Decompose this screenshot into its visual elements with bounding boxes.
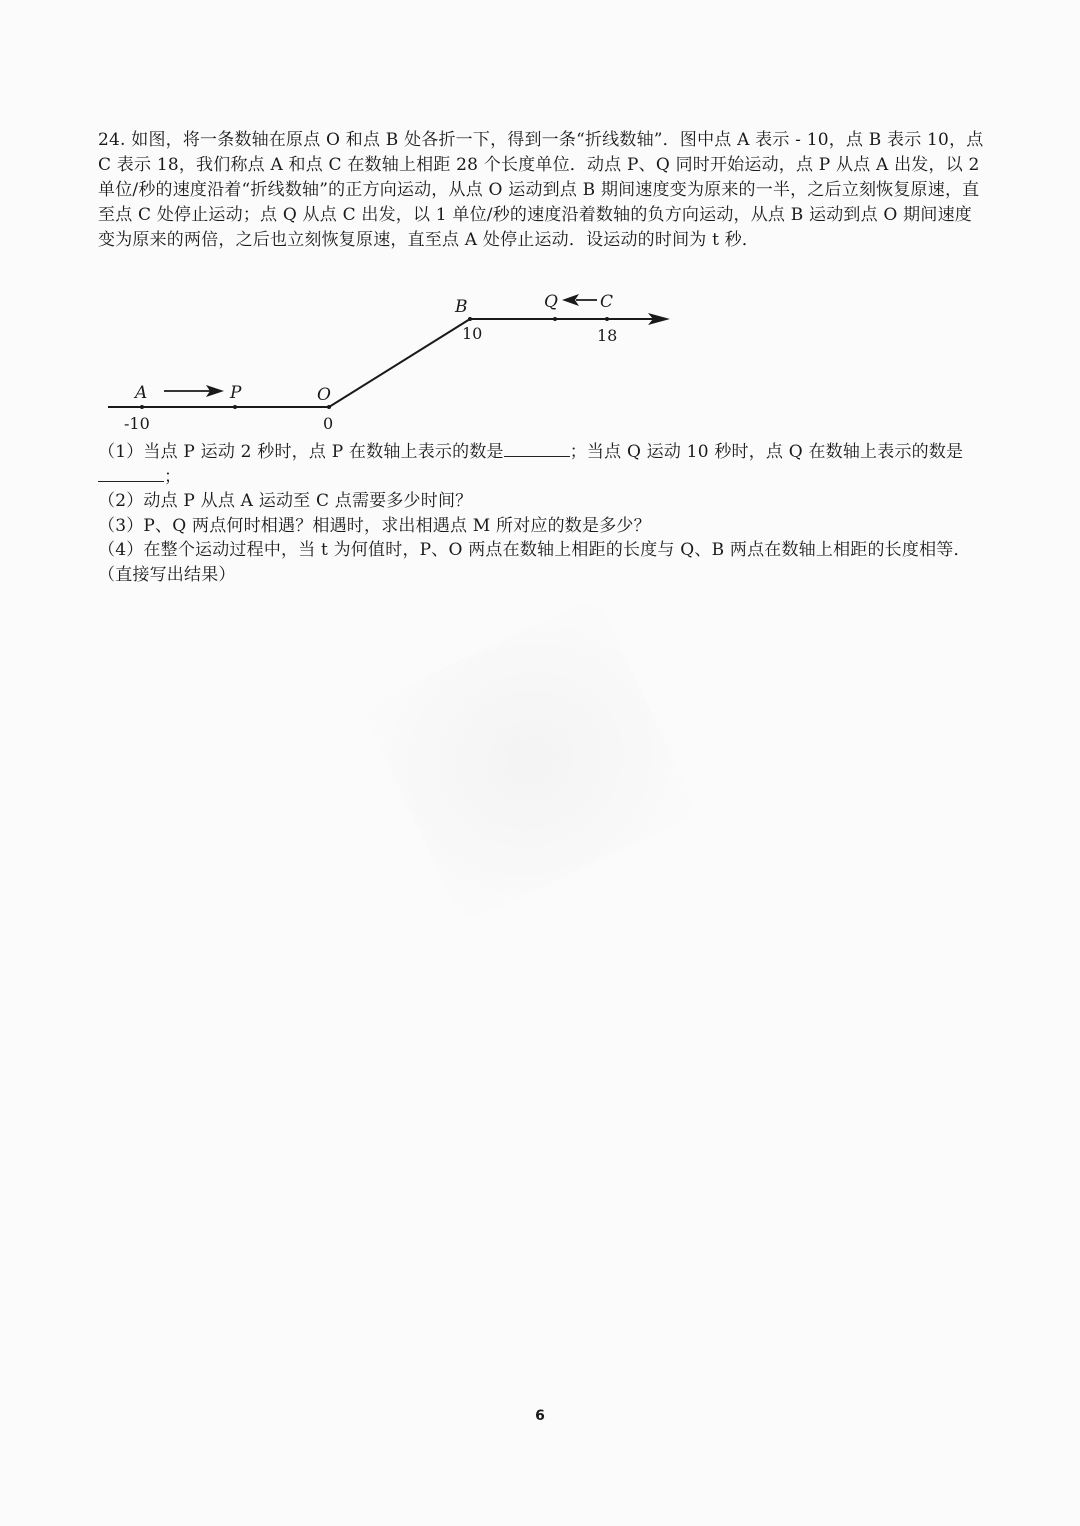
question-1-part-b: ；当点 Q 运动 10 秒时，点 Q 在数轴上表示的数是	[569, 442, 964, 462]
answer-blank-2[interactable]	[98, 465, 164, 482]
point-B-dot	[468, 317, 472, 321]
label-P: P	[230, 383, 242, 403]
paper-fold-shadow	[361, 596, 698, 923]
point-Q-dot	[553, 317, 557, 321]
folded-number-line-diagram	[100, 290, 680, 440]
point-P-dot	[233, 405, 237, 409]
answer-blank-1[interactable]	[504, 440, 570, 457]
label-A: A	[135, 383, 148, 403]
point-O-dot	[327, 405, 331, 409]
question-3: （3）P、Q 两点何时相遇？相遇时，求出相遇点 M 所对应的数是多少？	[98, 515, 651, 536]
number-label-B: 10	[462, 324, 483, 343]
label-Q: Q	[544, 292, 558, 312]
problem-text: 24. 如图，将一条数轴在原点 O 和点 B 处各折一下，得到一条“折线数轴”．图中点 A 表示 - 10，点 B 表示 10，点 C 表示 18，我们称点 A 和点 C 在数轴上相距 28 个长度单位．动点 P、Q 同时开始运动，点 P 从点 A 出发，以 2 单位/秒的速度沿着“折线数轴”的正方向运动，从点 O 运动到点 B 期间速度变为原来的一半，之后立刻恢复原速，直至点 C 处停止运动；点 Q 从点 C 出发，以 1 单位/秒的速度沿着数轴的负方向运动，从点 B 运动到点 O 期间速度变为原来的两倍，之后也立刻恢复原速，直至点 A 处停止运动．设运动的时间为 t 秒．	[98, 130, 984, 250]
number-line-fold-segment	[329, 319, 470, 407]
question-1	[98, 440, 988, 489]
number-label-C: 18	[597, 326, 618, 345]
question-1-part-c: ；	[164, 466, 182, 487]
question-1-part-a: （1）当点 P 运动 2 秒时，点 P 在数轴上表示的数是	[98, 442, 504, 462]
label-C: C	[600, 292, 614, 312]
question-list	[98, 440, 988, 587]
label-B: B	[455, 297, 468, 317]
label-O: O	[317, 385, 331, 405]
question-2: （2）动点 P 从点 A 运动至 C 点需要多少时间？	[98, 491, 473, 511]
point-C-dot	[605, 317, 609, 321]
problem-statement	[98, 128, 988, 253]
number-label-A: -10	[124, 414, 150, 433]
page-number: 6	[535, 1408, 545, 1424]
question-4: （4）在整个运动过程中，当 t 为何值时，P、O 两点在数轴上相距的长度与 Q、B 两点在数轴上相距的长度相等．（直接写出结果）	[98, 540, 971, 585]
number-label-O: 0	[323, 414, 334, 433]
point-A-dot	[140, 405, 144, 409]
